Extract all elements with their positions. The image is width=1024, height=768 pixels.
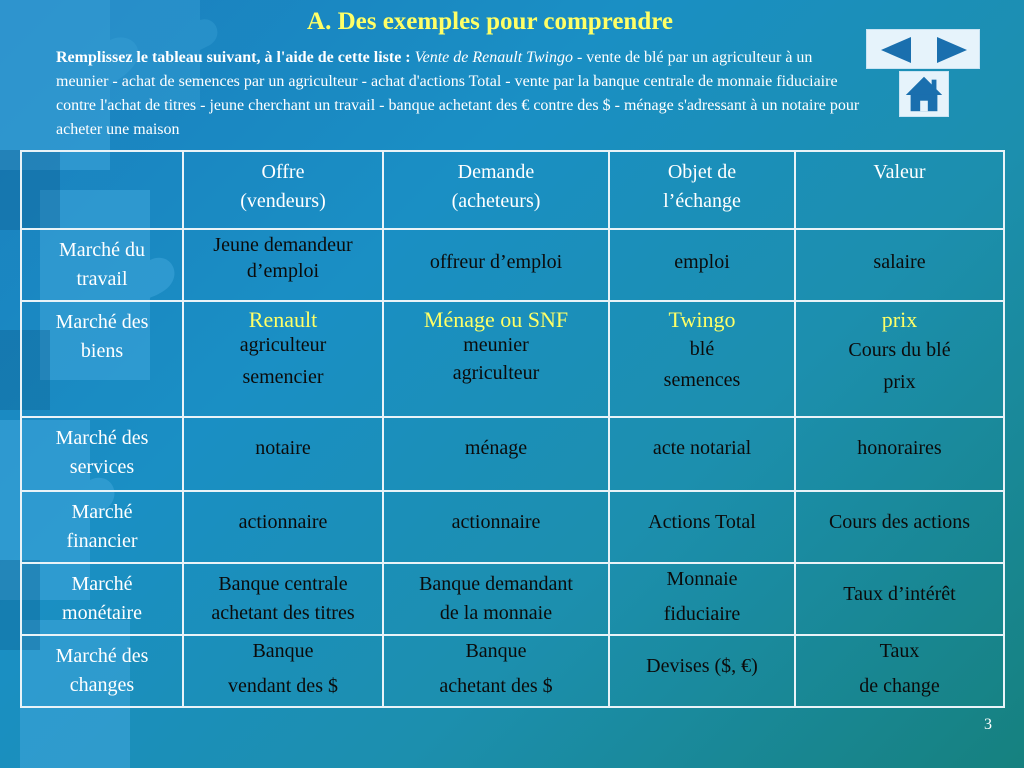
cell-objet xyxy=(609,417,795,491)
instructions xyxy=(56,46,866,142)
cell-valeur xyxy=(795,491,1004,563)
row-label xyxy=(21,301,183,417)
cell-objet xyxy=(609,301,795,417)
slide-title: A. Des exemples pour comprendre xyxy=(307,8,673,35)
table-row xyxy=(21,301,1004,417)
row-label-line: Marché des xyxy=(55,645,149,667)
example-text: Ménage ou SNF xyxy=(423,307,569,332)
cell-valeur xyxy=(795,301,1004,417)
cell-objet xyxy=(609,563,795,635)
row-label xyxy=(21,229,183,301)
answer-text: achetant des $ xyxy=(439,675,553,697)
cell-valeur xyxy=(795,563,1004,635)
header-objet-line1: Objet de xyxy=(667,161,737,183)
answer-text: de la monnaie xyxy=(439,602,553,624)
cell-objet xyxy=(609,635,795,707)
instructions-lead: Remplissez le tableau suivant, à l'aide de cette liste : xyxy=(56,49,411,66)
answer-text: Cours du blé xyxy=(848,339,951,361)
row-label-line: Marché du xyxy=(58,239,146,261)
home-icon[interactable] xyxy=(899,71,949,117)
row-label-line: Marché xyxy=(71,501,133,523)
answer-text: Banque xyxy=(465,640,527,662)
answer-text: Banque demandant xyxy=(419,573,573,595)
answer-text: emploi xyxy=(674,251,730,273)
answer-text: achetant des titres xyxy=(211,602,355,624)
answer-text: agriculteur xyxy=(239,334,327,356)
cell-valeur xyxy=(795,635,1004,707)
row-label-line: monétaire xyxy=(62,602,142,624)
cell-demande xyxy=(383,417,609,491)
example-text: Twingo xyxy=(668,307,736,332)
answer-text: salaire xyxy=(873,251,926,273)
cell-objet xyxy=(609,229,795,301)
answer-text: offreur d’emploi xyxy=(429,251,563,273)
instructions-example: Vente de Renault Twingo xyxy=(414,49,573,66)
answer-text: de change xyxy=(859,675,940,697)
answer-text: notaire xyxy=(255,437,311,459)
answer-text: d’emploi xyxy=(246,260,320,282)
header-offre-line1: Offre xyxy=(261,161,305,183)
example-text: Renault xyxy=(248,307,318,332)
cell-demande xyxy=(383,491,609,563)
answer-text: Cours des actions xyxy=(828,511,971,533)
answer-text: agriculteur xyxy=(452,362,540,384)
cell-offre xyxy=(183,229,383,301)
header-objet-line2: l’échange xyxy=(663,190,741,212)
answer-text: blé xyxy=(689,338,715,360)
row-label xyxy=(21,563,183,635)
header-demande xyxy=(383,151,609,229)
answer-text: actionnaire xyxy=(451,511,541,533)
instructions-list: - vente de blé par un agriculteur à un meunier - achat de semences par un agriculteur - achat d'actions Total - vente par la banque centrale de monnaie fiduciaire contre l'achat de titres - jeune cherchant un travail - banque achetant des € contre des $ - ménage s'adressant à un notaire pour acheter une maison xyxy=(56,49,860,138)
header-objet xyxy=(609,151,795,229)
answer-text: Devises ($, €) xyxy=(646,655,758,677)
answer-text: Jeune demandeur xyxy=(213,234,353,256)
example-text: prix xyxy=(881,307,918,332)
row-label xyxy=(21,635,183,707)
arrow-right-icon[interactable] xyxy=(925,34,977,66)
row-label-line: Marché xyxy=(71,573,133,595)
answer-text: Taux xyxy=(879,640,920,662)
cell-offre xyxy=(183,301,383,417)
header-demande-line1: Demande xyxy=(457,161,535,183)
row-label-line: Marché des xyxy=(55,311,149,333)
answer-text: acte notarial xyxy=(652,437,752,459)
table-row xyxy=(21,491,1004,563)
cell-valeur xyxy=(795,417,1004,491)
table-row xyxy=(21,635,1004,707)
header-offre xyxy=(183,151,383,229)
row-label-line: services xyxy=(69,456,135,478)
answer-text: fiduciaire xyxy=(663,603,741,625)
nav-arrows xyxy=(866,29,980,69)
answer-text: Actions Total xyxy=(648,511,756,533)
row-label-line: travail xyxy=(76,268,128,290)
answer-text: honoraires xyxy=(857,437,942,459)
header-offre-line2: (vendeurs) xyxy=(240,190,326,212)
table-header-row xyxy=(21,151,1004,229)
cell-offre xyxy=(183,491,383,563)
cell-demande xyxy=(383,229,609,301)
table-row xyxy=(21,229,1004,301)
table-row xyxy=(21,417,1004,491)
answer-text: ménage xyxy=(464,437,528,459)
table-row xyxy=(21,563,1004,635)
answer-text: prix xyxy=(883,371,916,393)
cell-offre xyxy=(183,417,383,491)
answer-text: meunier xyxy=(463,334,529,356)
row-label-line: biens xyxy=(80,340,124,362)
page-number: 3 xyxy=(984,716,992,733)
answer-text: actionnaire xyxy=(238,511,328,533)
arrow-left-icon[interactable] xyxy=(871,34,923,66)
row-label-line: Marché des xyxy=(55,427,149,449)
row-label-line: changes xyxy=(69,674,135,696)
answer-text: semences xyxy=(663,369,741,391)
cell-demande xyxy=(383,635,609,707)
row-label-line: financier xyxy=(66,530,138,552)
answer-text: Monnaie xyxy=(666,568,738,590)
row-label xyxy=(21,491,183,563)
cell-objet xyxy=(609,491,795,563)
cell-demande xyxy=(383,301,609,417)
answer-text: vendant des $ xyxy=(228,675,338,697)
market-table xyxy=(20,150,1005,708)
header-valeur-line1: Valeur xyxy=(873,161,926,183)
cell-offre xyxy=(183,563,383,635)
answer-text: Taux d’intérêt xyxy=(843,583,956,605)
row-label xyxy=(21,417,183,491)
header-empty xyxy=(21,151,183,229)
cell-offre xyxy=(183,635,383,707)
answer-text: Banque centrale xyxy=(218,573,348,595)
header-valeur xyxy=(795,151,1004,229)
answer-text: semencier xyxy=(242,366,324,388)
answer-text: Banque xyxy=(252,640,314,662)
header-demande-line2: (acheteurs) xyxy=(451,190,541,212)
cell-valeur xyxy=(795,229,1004,301)
cell-demande xyxy=(383,563,609,635)
